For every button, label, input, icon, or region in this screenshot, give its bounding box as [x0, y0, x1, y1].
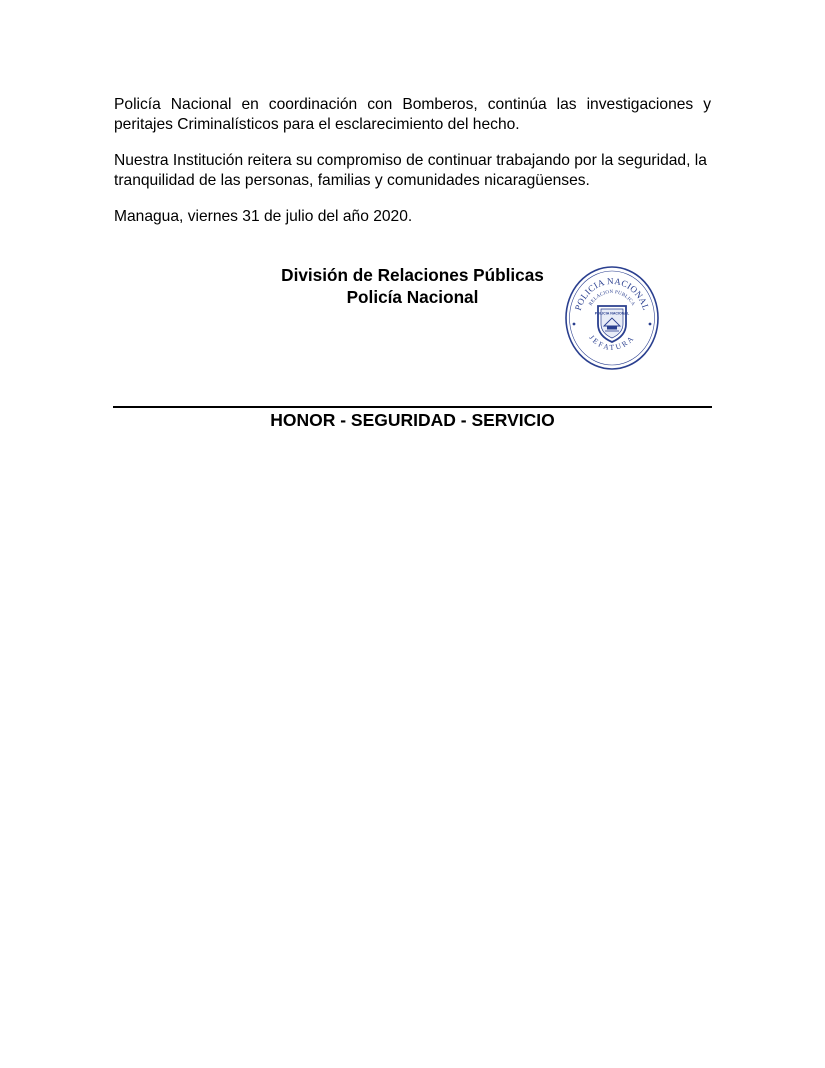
svg-text:RELACION PUBLICA: RELACION PUBLICA — [588, 289, 636, 307]
paragraph-date-location: Managua, viernes 31 de julio del año 2020. — [114, 208, 413, 225]
signature-division: División de Relaciones Públicas — [281, 265, 544, 285]
signature-block — [255, 264, 570, 308]
svg-text:POLICIA NACIONAL: POLICIA NACIONAL — [572, 275, 652, 312]
svg-text:POLICIA NACIONAL: POLICIA NACIONAL — [594, 311, 630, 316]
signature-institution: Policía Nacional — [346, 287, 479, 307]
police-seal-stamp — [562, 262, 662, 372]
svg-text:JEFATURA: JEFATURA — [587, 332, 637, 352]
motto: HONOR - SEGURIDAD - SERVICIO — [270, 410, 555, 430]
paragraph-commitment: Nuestra Institución reitera su compromiso de continuar trabajando por la seguridad, la tranquilidad de las personas, familias y comunidades nicaragüenses. — [114, 152, 707, 189]
paragraph-investigation: Policía Nacional en coordinación con Bomberos, continúa las investigaciones y peritajes Criminalísticos para el esclarecimiento del hecho. — [114, 96, 711, 133]
shield-icon — [595, 306, 630, 342]
